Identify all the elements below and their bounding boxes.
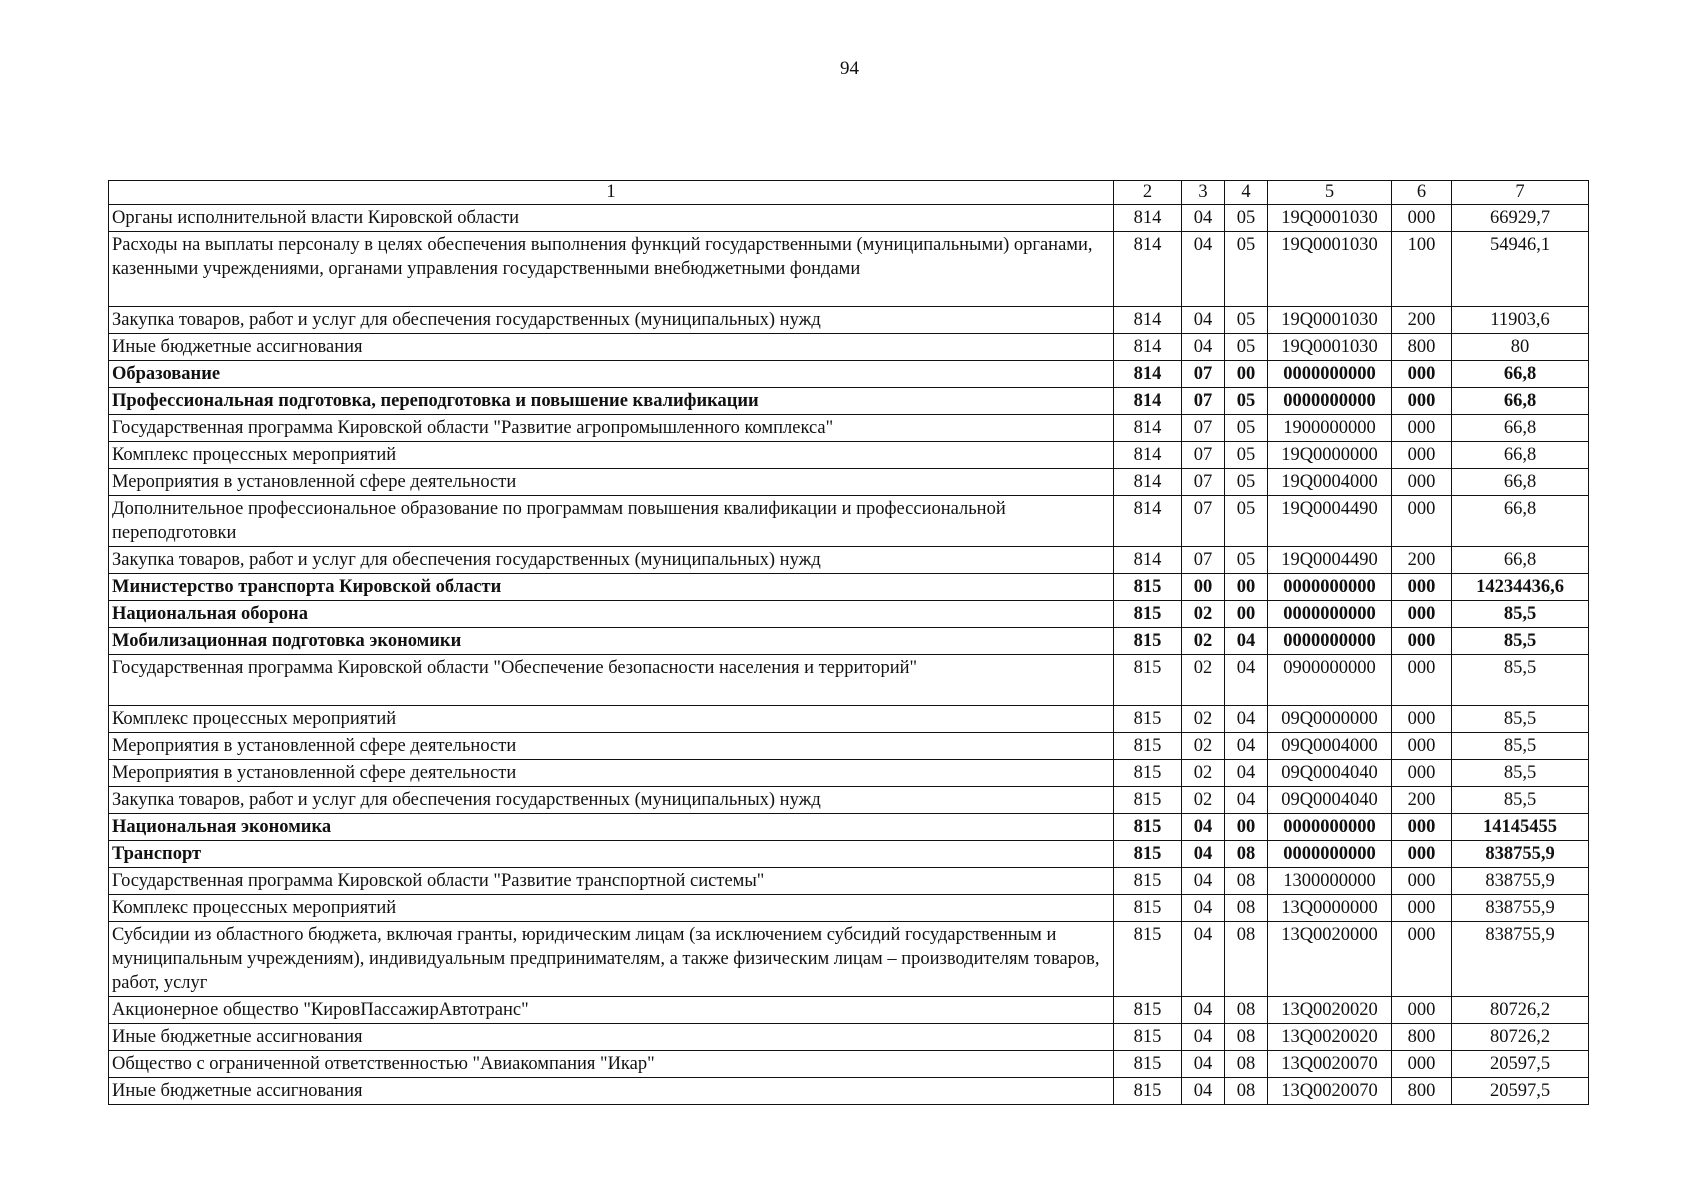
row-name: Мобилизационная подготовка экономики	[109, 628, 1114, 655]
cell-amount: 20597,5	[1452, 1051, 1589, 1078]
cell-target-article: 1300000000	[1268, 868, 1392, 895]
cell-subsection: 08	[1225, 997, 1268, 1024]
cell-subsection: 04	[1225, 706, 1268, 733]
row-name: Комплекс процессных мероприятий	[109, 895, 1114, 922]
cell-expense-type: 200	[1392, 547, 1452, 574]
cell-expense-type: 000	[1392, 442, 1452, 469]
cell-subsection: 05	[1225, 469, 1268, 496]
column-header: 1	[109, 181, 1114, 205]
cell-section: 02	[1182, 733, 1225, 760]
cell-section: 07	[1182, 442, 1225, 469]
cell-section: 07	[1182, 415, 1225, 442]
row-name: Дополнительное профессиональное образование по программам повышения квалификации и профессиональной переподготовки	[109, 496, 1114, 547]
cell-subsection: 05	[1225, 205, 1268, 232]
cell-target-article: 13Q0020070	[1268, 1051, 1392, 1078]
cell-section: 02	[1182, 655, 1225, 706]
cell-amount: 85,5	[1452, 706, 1589, 733]
cell-ministry-code: 815	[1114, 655, 1182, 706]
table-row	[109, 997, 1589, 1024]
cell-ministry-code: 815	[1114, 628, 1182, 655]
cell-amount: 838755,9	[1452, 895, 1589, 922]
column-header: 4	[1225, 181, 1268, 205]
cell-ministry-code: 815	[1114, 997, 1182, 1024]
cell-amount: 66,8	[1452, 388, 1589, 415]
table-row	[109, 469, 1589, 496]
table-row	[109, 334, 1589, 361]
table-row	[109, 628, 1589, 655]
cell-amount: 80726,2	[1452, 1024, 1589, 1051]
cell-amount: 838755,9	[1452, 841, 1589, 868]
cell-ministry-code: 814	[1114, 469, 1182, 496]
cell-section: 02	[1182, 628, 1225, 655]
cell-ministry-code: 814	[1114, 442, 1182, 469]
cell-section: 07	[1182, 361, 1225, 388]
column-header: 7	[1452, 181, 1589, 205]
cell-expense-type: 200	[1392, 307, 1452, 334]
cell-subsection: 00	[1225, 361, 1268, 388]
cell-expense-type: 800	[1392, 1024, 1452, 1051]
row-name: Государственная программа Кировской области "Развитие агропромышленного комплекса"	[109, 415, 1114, 442]
cell-target-article: 13Q0020000	[1268, 922, 1392, 997]
cell-ministry-code: 814	[1114, 415, 1182, 442]
row-name: Мероприятия в установленной сфере деятельности	[109, 469, 1114, 496]
cell-section: 07	[1182, 388, 1225, 415]
row-name: Государственная программа Кировской области "Развитие транспортной системы"	[109, 868, 1114, 895]
cell-expense-type: 800	[1392, 1078, 1452, 1105]
table-row	[109, 205, 1589, 232]
row-name: Органы исполнительной власти Кировской области	[109, 205, 1114, 232]
row-name: Иные бюджетные ассигнования	[109, 334, 1114, 361]
cell-section: 04	[1182, 1078, 1225, 1105]
table-row	[109, 895, 1589, 922]
row-name: Закупка товаров, работ и услуг для обеспечения государственных (муниципальных) нужд	[109, 787, 1114, 814]
cell-target-article: 13Q0020020	[1268, 1024, 1392, 1051]
cell-target-article: 19Q0001030	[1268, 205, 1392, 232]
cell-section: 04	[1182, 1051, 1225, 1078]
cell-amount: 66929,7	[1452, 205, 1589, 232]
cell-subsection: 08	[1225, 1051, 1268, 1078]
cell-amount: 14234436,6	[1452, 574, 1589, 601]
cell-amount: 20597,5	[1452, 1078, 1589, 1105]
cell-amount: 66,8	[1452, 547, 1589, 574]
cell-section: 04	[1182, 997, 1225, 1024]
cell-section: 02	[1182, 706, 1225, 733]
table-row	[109, 232, 1589, 307]
column-header: 5	[1268, 181, 1392, 205]
cell-target-article: 0000000000	[1268, 574, 1392, 601]
cell-target-article: 0000000000	[1268, 814, 1392, 841]
cell-expense-type: 000	[1392, 733, 1452, 760]
cell-expense-type: 000	[1392, 706, 1452, 733]
row-name: Субсидии из областного бюджета, включая гранты, юридическим лицам (за исключением субсидий государственным и муниципальным учреждениям), индивидуальным предпринимателям, а также физическим лицам – производителям товаров, работ, услуг	[109, 922, 1114, 997]
table-row	[109, 814, 1589, 841]
cell-ministry-code: 814	[1114, 334, 1182, 361]
cell-ministry-code: 815	[1114, 814, 1182, 841]
budget-table	[108, 180, 1589, 1105]
table-row	[109, 922, 1589, 997]
table-row	[109, 601, 1589, 628]
row-name: Государственная программа Кировской области "Обеспечение безопасности населения и территорий"	[109, 655, 1114, 706]
cell-subsection: 05	[1225, 307, 1268, 334]
table-row	[109, 733, 1589, 760]
table-row	[109, 415, 1589, 442]
table-row	[109, 706, 1589, 733]
row-name: Комплекс процессных мероприятий	[109, 442, 1114, 469]
cell-subsection: 04	[1225, 628, 1268, 655]
cell-target-article: 19Q0004490	[1268, 496, 1392, 547]
cell-amount: 838755,9	[1452, 922, 1589, 997]
cell-expense-type: 000	[1392, 205, 1452, 232]
cell-ministry-code: 814	[1114, 388, 1182, 415]
cell-subsection: 00	[1225, 814, 1268, 841]
cell-ministry-code: 815	[1114, 787, 1182, 814]
cell-expense-type: 000	[1392, 655, 1452, 706]
cell-expense-type: 000	[1392, 388, 1452, 415]
cell-amount: 11903,6	[1452, 307, 1589, 334]
table-row	[109, 361, 1589, 388]
row-name: Общество с ограниченной ответственностью "Авиакомпания "Икар"	[109, 1051, 1114, 1078]
cell-section: 07	[1182, 547, 1225, 574]
cell-expense-type: 000	[1392, 1051, 1452, 1078]
table-row	[109, 442, 1589, 469]
cell-expense-type: 000	[1392, 868, 1452, 895]
cell-target-article: 0900000000	[1268, 655, 1392, 706]
cell-ministry-code: 815	[1114, 574, 1182, 601]
cell-target-article: 0000000000	[1268, 841, 1392, 868]
cell-section: 00	[1182, 574, 1225, 601]
cell-subsection: 08	[1225, 1024, 1268, 1051]
cell-amount: 14145455	[1452, 814, 1589, 841]
cell-ministry-code: 815	[1114, 841, 1182, 868]
cell-ministry-code: 814	[1114, 361, 1182, 388]
row-name: Национальная экономика	[109, 814, 1114, 841]
cell-section: 07	[1182, 496, 1225, 547]
cell-section: 02	[1182, 787, 1225, 814]
cell-target-article: 0000000000	[1268, 628, 1392, 655]
cell-subsection: 05	[1225, 496, 1268, 547]
table-row	[109, 547, 1589, 574]
cell-ministry-code: 815	[1114, 1078, 1182, 1105]
cell-target-article: 0000000000	[1268, 361, 1392, 388]
cell-ministry-code: 815	[1114, 922, 1182, 997]
row-name: Закупка товаров, работ и услуг для обеспечения государственных (муниципальных) нужд	[109, 547, 1114, 574]
cell-section: 04	[1182, 868, 1225, 895]
cell-amount: 80726,2	[1452, 997, 1589, 1024]
cell-amount: 85,5	[1452, 760, 1589, 787]
cell-amount: 85,5	[1452, 787, 1589, 814]
cell-target-article: 09Q0000000	[1268, 706, 1392, 733]
table-row	[109, 841, 1589, 868]
cell-expense-type: 800	[1392, 334, 1452, 361]
row-name: Расходы на выплаты персоналу в целях обеспечения выполнения функций государственными (муниципальными) органами, казенными учреждениями, органами управления государственными внебюджетными фондами	[109, 232, 1114, 307]
cell-section: 02	[1182, 760, 1225, 787]
table-row	[109, 307, 1589, 334]
cell-section: 04	[1182, 307, 1225, 334]
table-row	[109, 655, 1589, 706]
table-row	[109, 388, 1589, 415]
cell-subsection: 08	[1225, 1078, 1268, 1105]
cell-amount: 85,5	[1452, 628, 1589, 655]
cell-target-article: 13Q0020020	[1268, 997, 1392, 1024]
cell-ministry-code: 815	[1114, 1051, 1182, 1078]
column-header: 3	[1182, 181, 1225, 205]
row-name: Профессиональная подготовка, переподготовка и повышение квалификации	[109, 388, 1114, 415]
page-number: 94	[840, 58, 859, 79]
cell-ministry-code: 814	[1114, 307, 1182, 334]
cell-target-article: 19Q0001030	[1268, 232, 1392, 307]
cell-ministry-code: 815	[1114, 760, 1182, 787]
cell-ministry-code: 815	[1114, 868, 1182, 895]
cell-subsection: 05	[1225, 442, 1268, 469]
cell-expense-type: 100	[1392, 232, 1452, 307]
cell-ministry-code: 815	[1114, 706, 1182, 733]
table-row	[109, 1051, 1589, 1078]
cell-expense-type: 000	[1392, 415, 1452, 442]
cell-target-article: 19Q0001030	[1268, 307, 1392, 334]
cell-amount: 66,8	[1452, 361, 1589, 388]
cell-ministry-code: 814	[1114, 547, 1182, 574]
row-name: Акционерное общество "КировПассажирАвтотранс"	[109, 997, 1114, 1024]
cell-expense-type: 200	[1392, 787, 1452, 814]
cell-expense-type: 000	[1392, 496, 1452, 547]
cell-subsection: 04	[1225, 655, 1268, 706]
cell-ministry-code: 814	[1114, 205, 1182, 232]
cell-amount: 66,8	[1452, 442, 1589, 469]
cell-expense-type: 000	[1392, 574, 1452, 601]
cell-ministry-code: 815	[1114, 895, 1182, 922]
cell-amount: 80	[1452, 334, 1589, 361]
cell-ministry-code: 814	[1114, 232, 1182, 307]
cell-target-article: 19Q0001030	[1268, 334, 1392, 361]
cell-amount: 85,5	[1452, 655, 1589, 706]
cell-subsection: 08	[1225, 922, 1268, 997]
cell-target-article: 09Q0004040	[1268, 787, 1392, 814]
table-row	[109, 787, 1589, 814]
cell-target-article: 0000000000	[1268, 388, 1392, 415]
row-name: Транспорт	[109, 841, 1114, 868]
row-name: Национальная оборона	[109, 601, 1114, 628]
cell-target-article: 13Q0000000	[1268, 895, 1392, 922]
cell-subsection: 08	[1225, 895, 1268, 922]
cell-amount: 838755,9	[1452, 868, 1589, 895]
table-row	[109, 1024, 1589, 1051]
column-header: 6	[1392, 181, 1452, 205]
cell-subsection: 08	[1225, 868, 1268, 895]
cell-subsection: 04	[1225, 733, 1268, 760]
row-name: Иные бюджетные ассигнования	[109, 1024, 1114, 1051]
table-row	[109, 760, 1589, 787]
cell-subsection: 04	[1225, 760, 1268, 787]
cell-target-article: 19Q0004000	[1268, 469, 1392, 496]
table-row	[109, 496, 1589, 547]
row-name: Комплекс процессных мероприятий	[109, 706, 1114, 733]
cell-subsection: 00	[1225, 574, 1268, 601]
cell-subsection: 05	[1225, 388, 1268, 415]
table-row	[109, 868, 1589, 895]
cell-section: 04	[1182, 841, 1225, 868]
cell-subsection: 05	[1225, 547, 1268, 574]
cell-target-article: 19Q0004490	[1268, 547, 1392, 574]
cell-ministry-code: 815	[1114, 601, 1182, 628]
cell-expense-type: 000	[1392, 814, 1452, 841]
cell-expense-type: 000	[1392, 469, 1452, 496]
cell-expense-type: 000	[1392, 895, 1452, 922]
cell-section: 07	[1182, 469, 1225, 496]
cell-section: 04	[1182, 814, 1225, 841]
row-name: Образование	[109, 361, 1114, 388]
cell-amount: 66,8	[1452, 469, 1589, 496]
cell-subsection: 00	[1225, 601, 1268, 628]
cell-ministry-code: 815	[1114, 1024, 1182, 1051]
cell-target-article: 13Q0020070	[1268, 1078, 1392, 1105]
row-name: Иные бюджетные ассигнования	[109, 1078, 1114, 1105]
cell-amount: 66,8	[1452, 415, 1589, 442]
row-name: Мероприятия в установленной сфере деятельности	[109, 760, 1114, 787]
cell-expense-type: 000	[1392, 841, 1452, 868]
cell-ministry-code: 815	[1114, 733, 1182, 760]
cell-expense-type: 000	[1392, 922, 1452, 997]
cell-section: 04	[1182, 1024, 1225, 1051]
column-header: 2	[1114, 181, 1182, 205]
cell-target-article: 09Q0004040	[1268, 760, 1392, 787]
cell-expense-type: 000	[1392, 601, 1452, 628]
cell-subsection: 05	[1225, 232, 1268, 307]
row-name: Мероприятия в установленной сфере деятельности	[109, 733, 1114, 760]
cell-amount: 85,5	[1452, 601, 1589, 628]
cell-section: 04	[1182, 232, 1225, 307]
cell-section: 04	[1182, 334, 1225, 361]
cell-target-article: 19Q0000000	[1268, 442, 1392, 469]
cell-section: 04	[1182, 205, 1225, 232]
cell-expense-type: 000	[1392, 760, 1452, 787]
table-row	[109, 574, 1589, 601]
cell-subsection: 04	[1225, 787, 1268, 814]
cell-subsection: 08	[1225, 841, 1268, 868]
cell-amount: 54946,1	[1452, 232, 1589, 307]
cell-expense-type: 000	[1392, 997, 1452, 1024]
cell-amount: 85,5	[1452, 733, 1589, 760]
table-row	[109, 1078, 1589, 1105]
row-name: Закупка товаров, работ и услуг для обеспечения государственных (муниципальных) нужд	[109, 307, 1114, 334]
cell-expense-type: 000	[1392, 361, 1452, 388]
cell-subsection: 05	[1225, 415, 1268, 442]
cell-expense-type: 000	[1392, 628, 1452, 655]
cell-section: 04	[1182, 895, 1225, 922]
cell-section: 02	[1182, 601, 1225, 628]
cell-target-article: 0000000000	[1268, 601, 1392, 628]
table-header-row	[109, 181, 1589, 205]
cell-target-article: 1900000000	[1268, 415, 1392, 442]
cell-target-article: 09Q0004000	[1268, 733, 1392, 760]
cell-section: 04	[1182, 922, 1225, 997]
cell-subsection: 05	[1225, 334, 1268, 361]
cell-ministry-code: 814	[1114, 496, 1182, 547]
cell-amount: 66,8	[1452, 496, 1589, 547]
row-name: Министерство транспорта Кировской области	[109, 574, 1114, 601]
